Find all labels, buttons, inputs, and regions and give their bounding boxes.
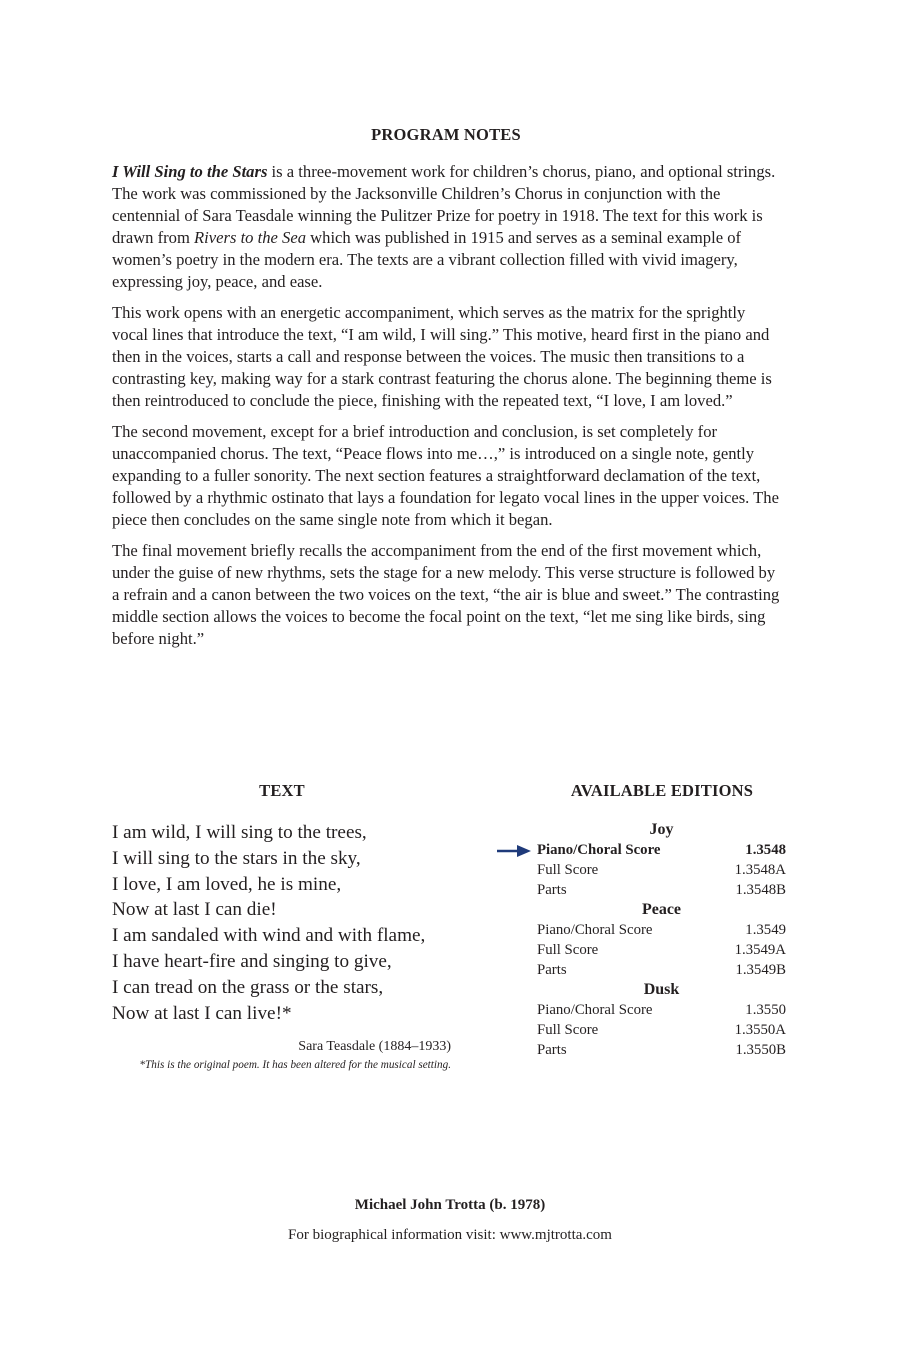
poem-line: I have heart-fire and singing to give,	[112, 950, 392, 972]
composer-name: Michael John Trotta (b. 1978)	[354, 1197, 546, 1213]
notes-p1-text-a: is a three-movement work for children’s chorus, piano, and optional strings. The work was commissioned by the Jacksonville Children’s Chorus in conjunction with the centennial of Sara Teasdale winning the Pulitzer Prize for poetry in 1918. The text for this work is drawn from	[112, 162, 776, 247]
edition-row	[537, 880, 786, 900]
poem-line: I am wild, I will sing to the trees,	[112, 822, 367, 843]
edition-row	[537, 960, 786, 980]
poem-attribution: Sara Teasdale (1884–1933)	[298, 1039, 451, 1054]
text-section-title: TEXT	[259, 781, 305, 800]
edition-label: Full Score	[537, 862, 599, 878]
edition-code: 1.3550	[745, 1002, 786, 1018]
edition-group-joy: Joy	[649, 821, 674, 838]
poem-line: Now at last I can die!	[112, 899, 277, 921]
edition-row	[537, 1000, 786, 1020]
work-title: I Will Sing to the Stars	[112, 162, 268, 181]
poem-line: I am sandaled with wind and with flame,	[112, 925, 426, 947]
edition-group-peace: Peace	[641, 901, 682, 918]
edition-label: Full Score	[537, 1022, 599, 1038]
arrow-head	[517, 845, 531, 857]
editions-title: AVAILABLE EDITIONS	[570, 781, 754, 800]
source-title: Rivers to the Sea	[194, 228, 307, 247]
edition-row	[537, 840, 786, 860]
edition-row	[537, 940, 786, 960]
poem-line: I love, I am loved, he is mine,	[112, 873, 342, 895]
edition-label: Piano/Choral Score	[537, 842, 661, 858]
notes-paragraph-1	[112, 161, 784, 293]
edition-code: 1.3549B	[735, 962, 786, 978]
composer-bio-link: For biographical information visit: www.mjtrotta.com	[288, 1227, 612, 1243]
edition-label: Full Score	[537, 942, 599, 958]
edition-row	[537, 1040, 786, 1060]
edition-code: 1.3550B	[735, 1042, 786, 1058]
poem-line: Now at last I can live!*	[112, 1002, 292, 1024]
program-notes-title: PROGRAM NOTES	[371, 125, 521, 144]
notes-paragraph-3: The second movement, except for a brief introduction and conclusion, is set completely for unaccompanied chorus. The text, “Peace flows into me…,” is introduced on a single note, gently expanding to a fuller sonority. The next section features a straightforward declamation of the text, followed by a rhythmic ostinato that lays a foundation for legato vocal lines in the upper voices. The piece then concludes on the same single note from which it began.	[112, 422, 779, 529]
edition-label: Piano/Choral Score	[537, 922, 653, 938]
edition-label: Parts	[537, 882, 567, 898]
edition-label: Parts	[537, 962, 567, 978]
edition-label: Parts	[537, 1042, 567, 1058]
poem-line: I can tread on the grass or the stars,	[112, 976, 384, 998]
edition-row	[537, 920, 786, 940]
notes-paragraph-4: The final movement briefly recalls the accompaniment from the end of the first movement which, under the guise of new rhythms, sets the stage for a new melody. This verse structure is followed by a refrain and a canon between the two voices on the text, “the air is blue and sweet.” The contrasting middle section allows the voices to become the focal point on the text, “let me sing like birds, sing before night.”	[112, 541, 780, 648]
edition-code: 1.3550A	[734, 1022, 786, 1038]
notes-paragraph-2: This work opens with an energetic accompaniment, which serves as the matrix for the sprightly vocal lines that introduce the text, “I am wild, I will sing.” This motive, heard first in the piano and then in the voices, starts a call and response between the voices. The music then transitions to a contrasting key, making way for a stark contrast featuring the chorus alone. The beginning theme is then reintroduced to conclude the piece, finishing with the repeated text, “I love, I am loved.”	[112, 303, 772, 410]
edition-group-dusk: Dusk	[643, 981, 680, 998]
edition-code: 1.3549	[745, 922, 786, 938]
program-notes-body	[112, 161, 784, 659]
poem-footnote: *This is the original poem. It has been altered for the musical setting.	[139, 1059, 451, 1071]
edition-row	[537, 1020, 786, 1040]
editions-list	[537, 820, 786, 1060]
arrow-right-icon	[497, 845, 531, 857]
edition-label: Piano/Choral Score	[537, 1002, 653, 1018]
edition-code: 1.3549A	[734, 942, 786, 958]
poem	[112, 820, 425, 1026]
edition-row	[537, 860, 786, 880]
poem-line: I will sing to the stars in the sky,	[112, 847, 361, 869]
edition-code: 1.3548	[745, 842, 786, 858]
edition-code: 1.3548A	[734, 862, 786, 878]
edition-code: 1.3548B	[735, 882, 786, 898]
notes-p1-text-b: which was published in 1915 and serves as a seminal example of women’s poetry in the modern era. The texts are a vibrant collection filled with vivid imagery, expressing joy, peace, and ease.	[112, 228, 742, 291]
